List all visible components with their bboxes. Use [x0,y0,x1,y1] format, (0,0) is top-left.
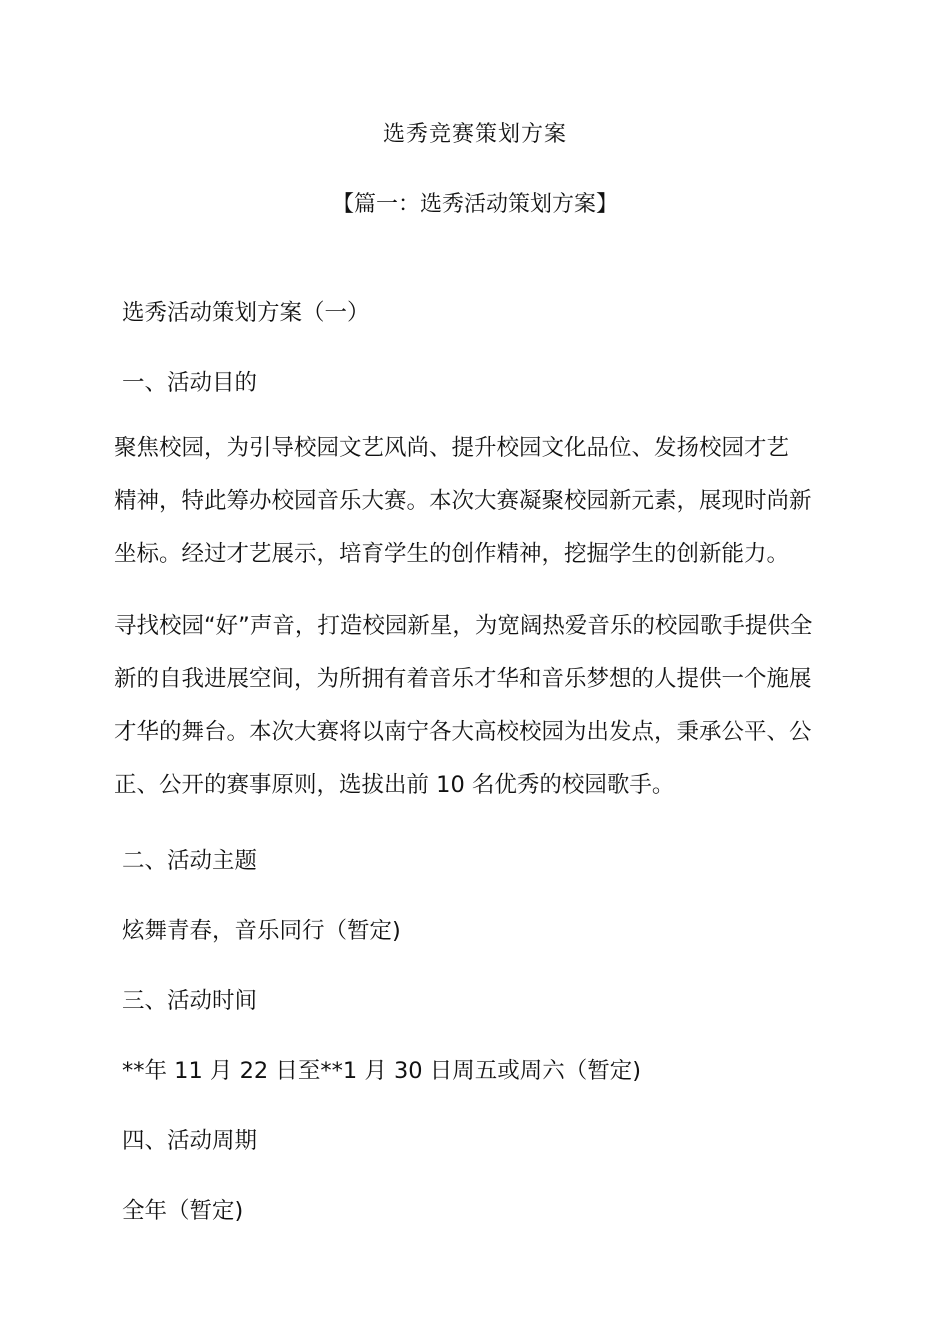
paragraph-line: 正、公开的赛事原则，选拔出前 10 名优秀的校园歌手。 [114,772,675,798]
section-title: 选秀活动策划方案（一） [122,300,370,326]
paragraph-line: 新的自我进展空间，为所拥有着音乐才华和音乐梦想的人提供一个施展 [114,666,812,692]
heading-theme: 二、活动主题 [122,848,258,874]
paragraph-line: 才华的舞台。本次大赛将以南宁各大高校校园为出发点，秉承公平、公 [114,719,812,745]
paragraph-line: 聚焦校园，为引导校园文艺风尚、提升校园文化品位、发扬校园才艺 [114,435,790,461]
document-subtitle: 【篇一：选秀活动策划方案】 [331,192,618,217]
paragraph-theme: 炫舞青春，音乐同行（暂定) [122,918,401,944]
paragraph-line: 寻找校园“好”声音，打造校园新星，为宽阔热爱音乐的校园歌手提供全 [114,613,813,639]
paragraph-purpose-1 [114,422,839,581]
paragraph-purpose-2 [114,600,839,812]
heading-purpose: 一、活动目的 [122,370,258,396]
heading-cycle: 四、活动周期 [122,1128,258,1154]
paragraph-line: 坐标。经过才艺展示，培育学生的创作精神，挖掘学生的创新能力。 [114,541,790,567]
paragraph-cycle: 全年（暂定) [122,1198,244,1224]
paragraph-time: **年 11 月 22 日至**1 月 30 日周五或周六（暂定) [122,1058,642,1084]
paragraph-line: 精神，特此筹办校园音乐大赛。本次大赛凝聚校园新元素，展现时尚新 [114,488,812,514]
heading-time: 三、活动时间 [122,988,258,1014]
document-title: 选秀竞赛策划方案 [382,122,567,147]
